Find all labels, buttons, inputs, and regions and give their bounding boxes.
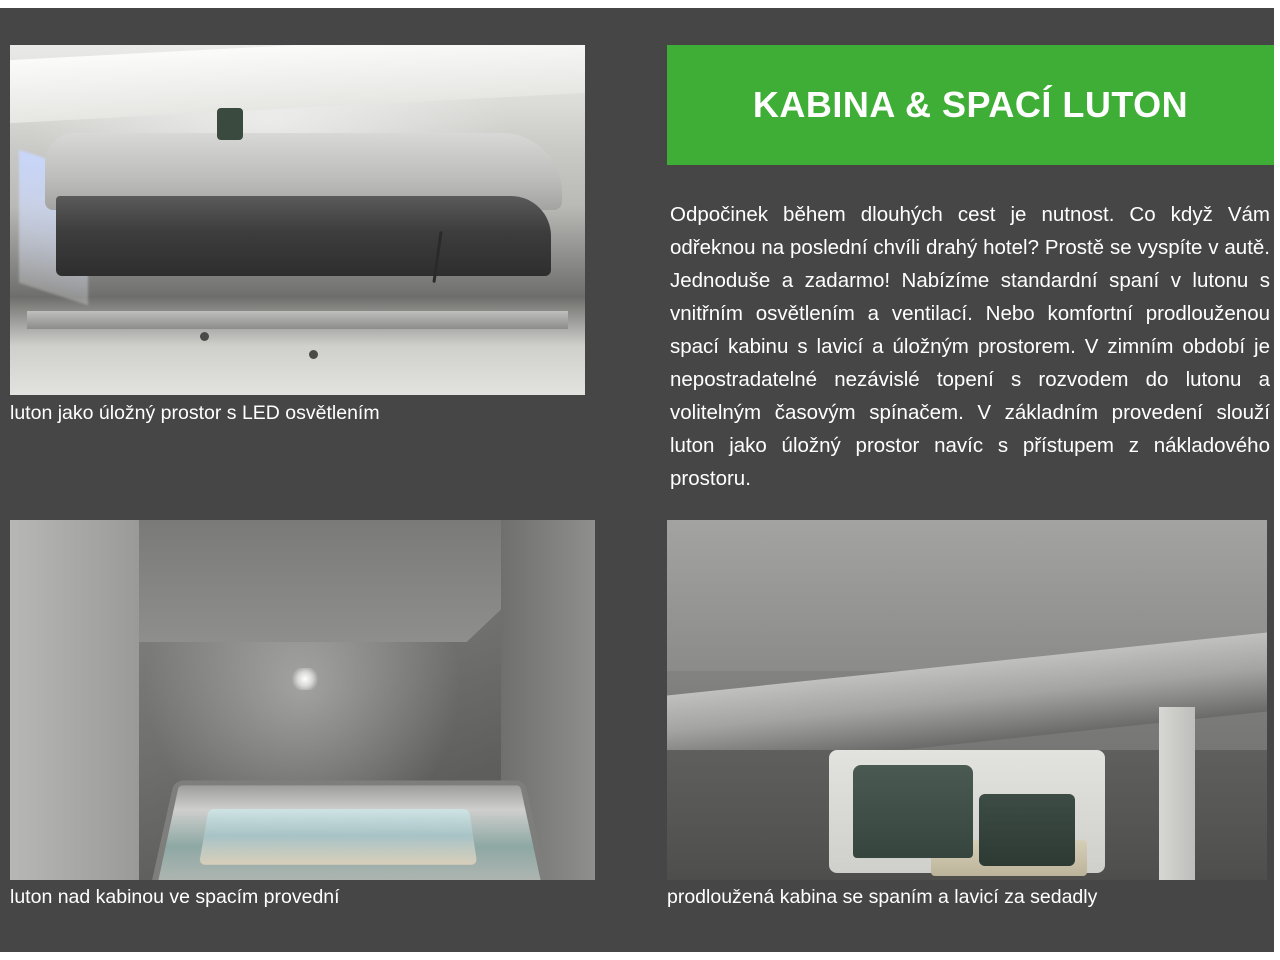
photo-extended-cabin <box>667 520 1267 880</box>
photo-luton-sleeping <box>10 520 595 880</box>
photo-luton-storage <box>10 45 585 395</box>
photo-detail-seat <box>853 765 973 859</box>
photo-detail-lamp <box>291 668 319 690</box>
photo-detail-hatch <box>148 780 551 880</box>
photo-detail-wall-left <box>10 520 139 880</box>
photo-detail-ceiling <box>10 45 585 123</box>
header-banner <box>667 45 1274 165</box>
photo-detail-camera <box>217 108 243 140</box>
photo-detail-seat <box>979 794 1075 866</box>
photo-detail-storage-cavity <box>56 196 551 277</box>
caption-extended-cabin: prodloužená kabina se spaním a lavicí za sedadly <box>667 886 1098 908</box>
photo-detail-fastener <box>309 350 318 359</box>
page-title: KABINA & SPACÍ LUTON <box>752 84 1189 125</box>
photo-detail-hatch-opening <box>199 809 477 865</box>
caption-luton-storage: luton jako úložný prostor s LED osvětlením <box>10 402 380 424</box>
body-paragraph: Odpočinek během dlouhých cest je nutnost. Co když Vám odřeknou na poslední chvíli drahý hotel? Prostě se vyspíte v autě. Jednoduše a zadarmo! Nabízíme standardní spaní v lutonu s vnitřním osvětlením a ventilací. Nebo komfortní prodlouženou spací kabinu s lavicí a úložným prostorem. V zimním období je nepostradatelné nezávislé topení s rozvodem do lutonu a volitelným časovým spínačem. V základním provedení slouží luton jako úložný prostor navíc s přístupem z nákladového prostoru. <box>670 203 1270 490</box>
photo-detail-fastener <box>200 332 209 341</box>
photo-detail-rail <box>27 311 568 329</box>
caption-luton-sleeping: luton nad kabinou ve spacím provední <box>10 886 340 908</box>
photo-detail-pillar <box>1159 707 1195 880</box>
